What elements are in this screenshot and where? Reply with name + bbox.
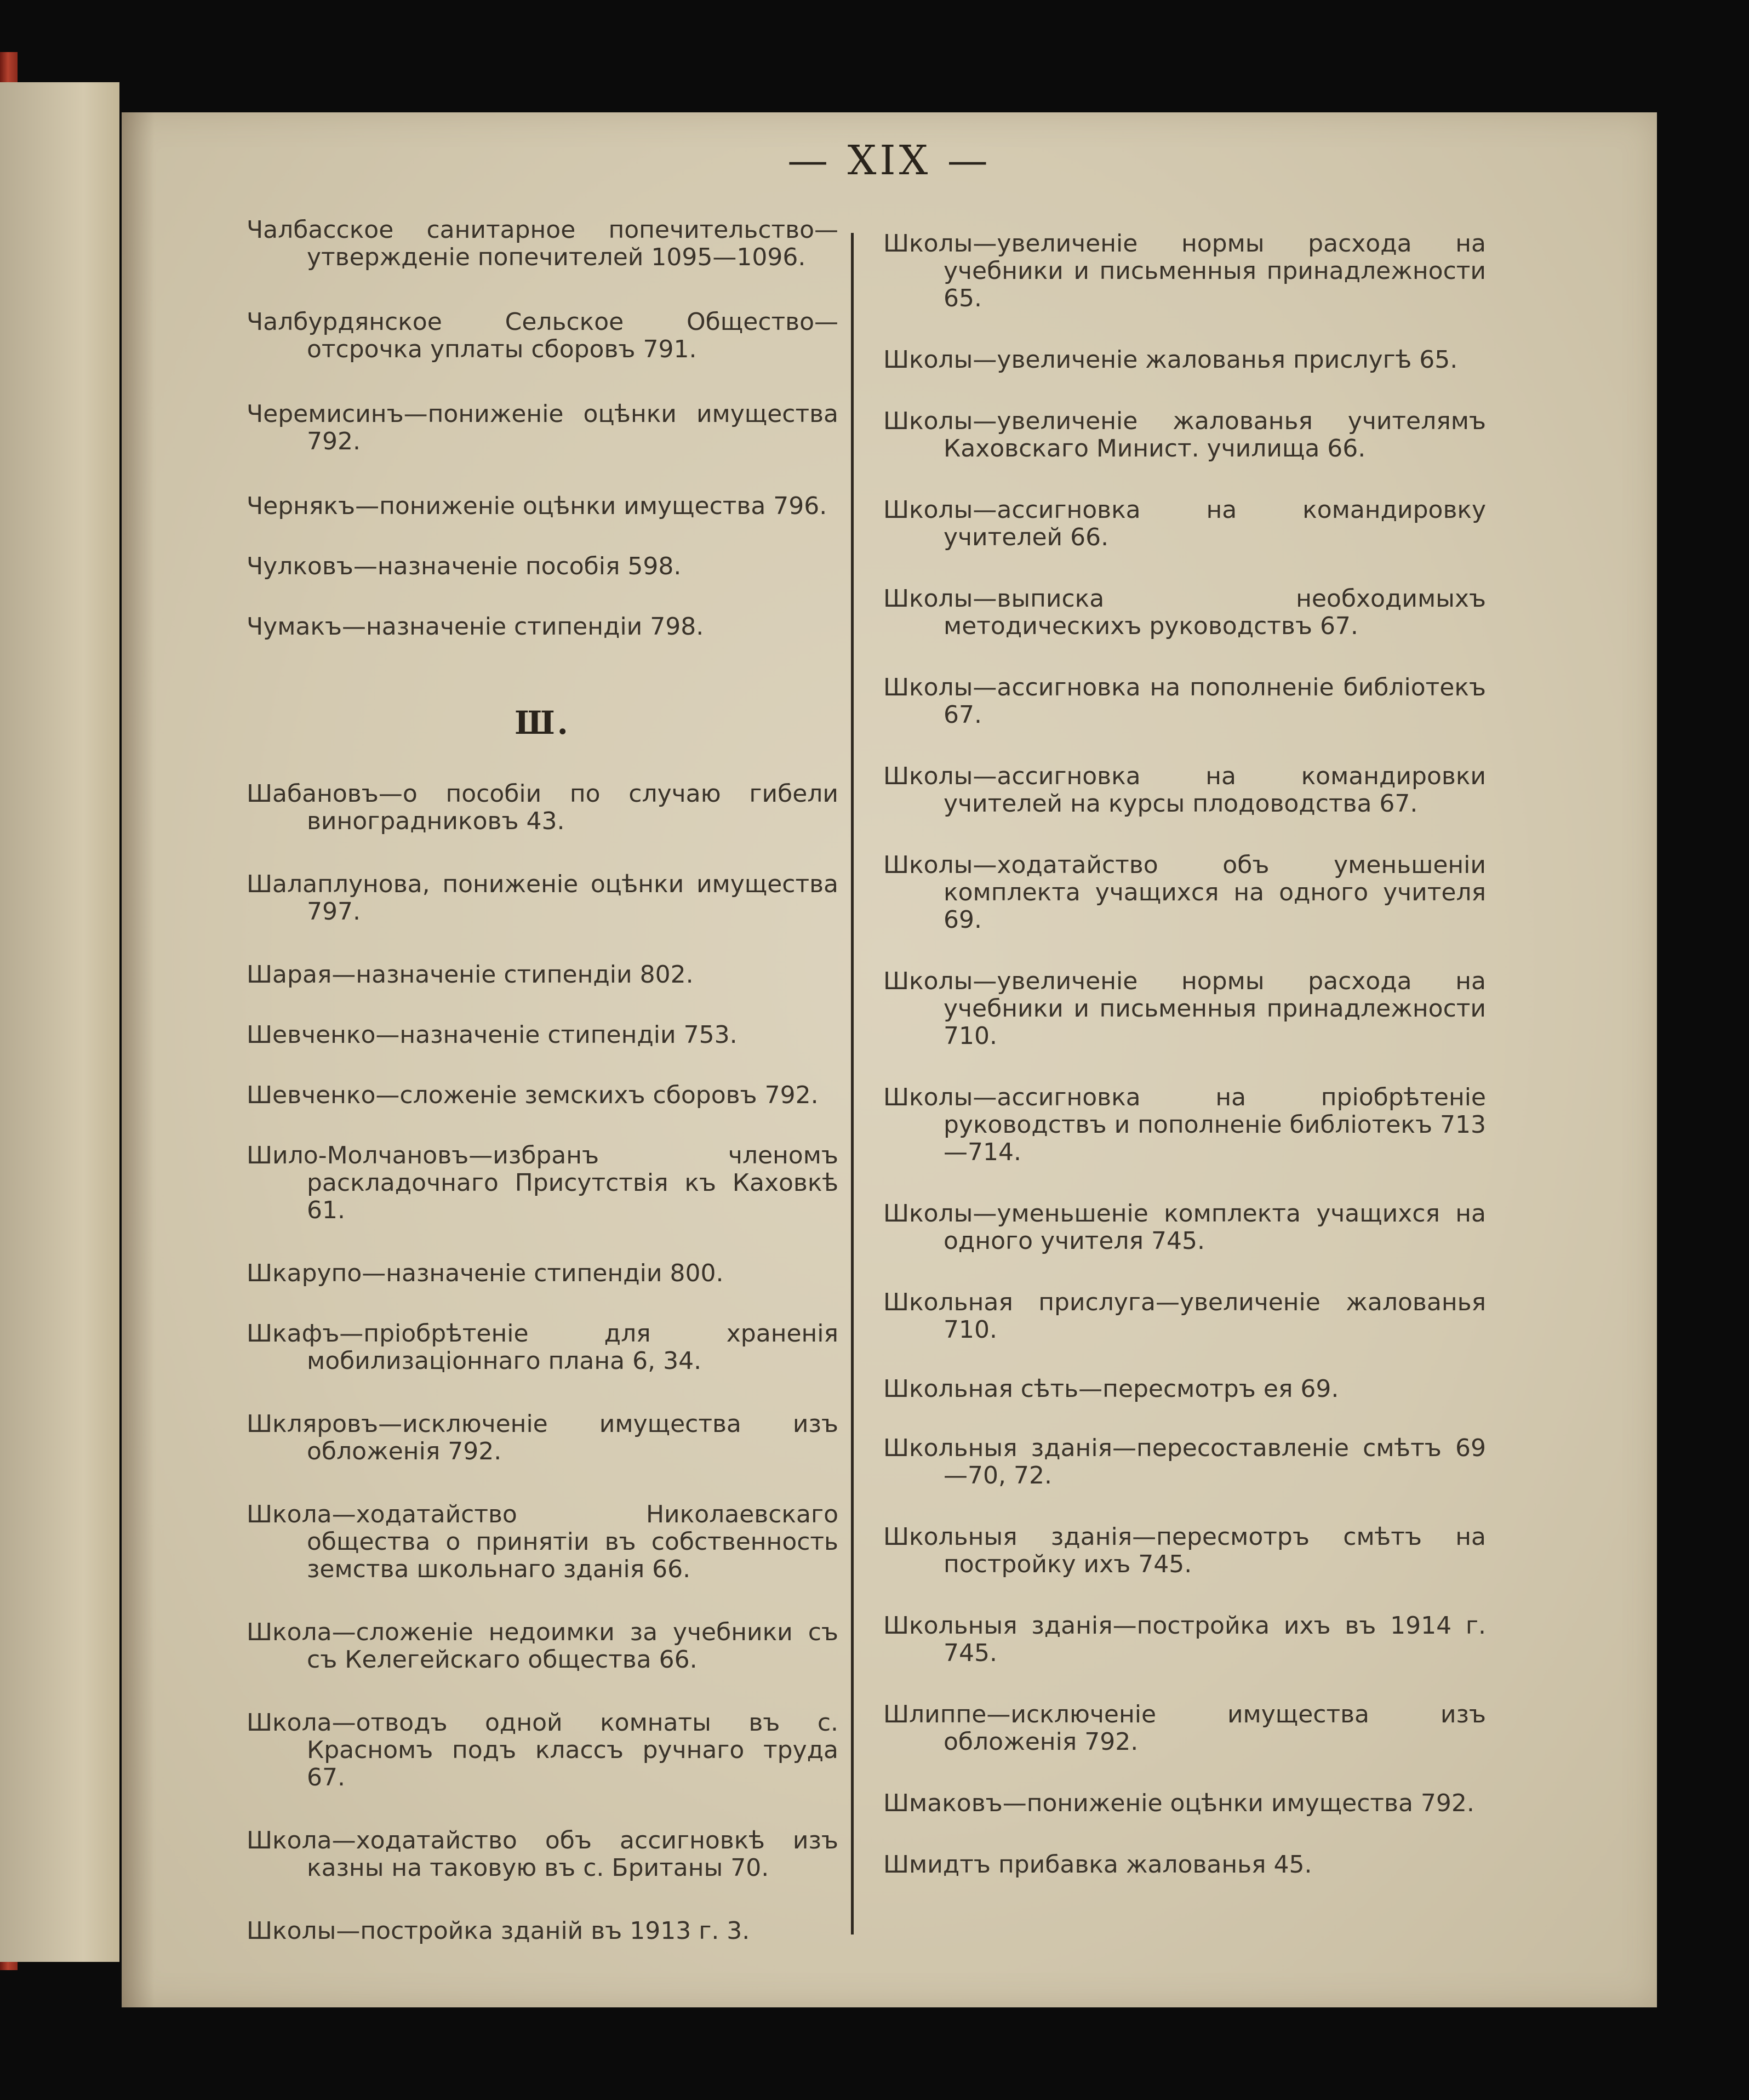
index-entry: Чалбасское санитарное попечительство— утвержденіе попечителей 1095—1096. <box>247 216 838 271</box>
index-entry: Школьныя зданія—пересмотръ смѣтъ на постройку ихъ 745. <box>883 1523 1486 1578</box>
index-entry: Шкафъ—пріобрѣтеніе для храненія мобилизаціоннаго плана 6, 34. <box>247 1320 838 1375</box>
index-entry: Шмаковъ—пониженіе оцѣнки имущества 792. <box>883 1789 1474 1817</box>
index-entry: Шкарупо—назначеніе стипендіи 800. <box>247 1259 724 1287</box>
left-column <box>247 216 838 1945</box>
index-entry: Школьная прислуга—увеличеніе жалованья 710. <box>883 1288 1486 1344</box>
index-entry: Шарая—назначеніе стипендіи 802. <box>247 961 694 989</box>
right-column <box>883 230 1486 1879</box>
index-entry: Шлиппе—исключеніе имущества изъ обложенія 792. <box>883 1700 1486 1756</box>
index-entry: Школы—ассигновка на пріобрѣтеніе руководствъ и пополненіе библіотекъ 713—714. <box>883 1083 1486 1166</box>
facing-page-edge <box>0 82 119 1962</box>
section-letter: Ш. <box>515 704 570 741</box>
index-entry: Школы—выписка необходимыхъ методическихъ руководствъ 67. <box>883 585 1486 640</box>
index-entry: Школы—увеличеніе жалованья учителямъ Каховскаго Минист. училища 66. <box>883 407 1486 463</box>
index-entry: Шевченко—сложеніе земскихъ сборовъ 792. <box>247 1081 819 1109</box>
index-entry: Школы—увеличеніе жалованья прислугѣ 65. <box>883 346 1458 374</box>
index-entry: Шкляровъ—исключеніе имущества изъ обложенія 792. <box>247 1410 838 1465</box>
index-entry: Школа—ходатайство Николаевскаго общества о принятіи въ собственность земства школьнаго зданія 66. <box>247 1500 838 1583</box>
index-entry: Школы—увеличеніе нормы расхода на учебники и письменныя принадлежности 710. <box>883 967 1486 1050</box>
index-entry: Чернякъ—пониженіе оцѣнки имущества 796. <box>247 492 827 520</box>
index-entry: Школа—сложеніе недоимки за учебники съ съ Келегейскаго общества 66. <box>247 1618 838 1674</box>
index-entry: Школы—увеличеніе нормы расхода на учебники и письменныя принадлежности 65. <box>883 230 1486 312</box>
gutter-shadow <box>122 112 155 2007</box>
index-entry: Чалбурдянское Сельское Общество—отсрочка уплаты сборовъ 791. <box>247 308 838 363</box>
index-entry: Школы—постройка зданій въ 1913 г. 3. <box>247 1917 750 1945</box>
index-entry: Чулковъ—назначеніе пособія 598. <box>247 552 682 580</box>
index-entry: Шабановъ—о пособіи по случаю гибели виноградниковъ 43. <box>247 780 838 835</box>
index-entry: Школы—ходатайство объ уменьшеніи комплекта учащихся на одного учителя 69. <box>883 851 1486 934</box>
index-entry: Школы—уменьшеніе комплекта учащихся на одного учителя 745. <box>883 1200 1486 1255</box>
index-entry: Школы—ассигновка на командировки учителей на курсы плодоводства 67. <box>883 762 1486 818</box>
index-entry: Шило-Молчановъ—избранъ членомъ раскладочнаго Присутствія къ Каховкѣ 61. <box>247 1142 838 1224</box>
index-entry: Черемисинъ—пониженіе оцѣнки имущества 792. <box>247 400 838 455</box>
index-entry: Чумакъ—назначеніе стипендіи 798. <box>247 613 704 641</box>
index-entry: Школьныя зданія—пересоставленіе смѣтъ 69—70, 72. <box>883 1434 1486 1490</box>
index-entry: Шевченко—назначеніе стипендіи 753. <box>247 1021 738 1049</box>
index-entry: Школы—ассигновка на командировку учителей 66. <box>883 496 1486 551</box>
column-divider <box>851 233 854 1934</box>
index-entry: Школьныя зданія—постройка ихъ въ 1914 г. 745. <box>883 1612 1486 1667</box>
page-number: — XIX — <box>787 137 991 184</box>
index-entry: Шмидтъ прибавка жалованья 45. <box>883 1851 1312 1879</box>
index-entry: Шалаплунова, пониженіе оцѣнки имущества 797. <box>247 870 838 926</box>
index-entry: Школы—ассигновка на пополненіе библіотекъ 67. <box>883 674 1486 729</box>
index-entry: Школьная сѣть—пересмотръ ея 69. <box>883 1375 1339 1403</box>
index-entry: Школа—отводъ одной комнаты въ с. Красномъ подъ классъ ручнаго труда 67. <box>247 1709 838 1791</box>
index-entry: Школа—ходатайство объ ассигновкѣ изъ казны на таковую въ с. Британы 70. <box>247 1827 838 1882</box>
